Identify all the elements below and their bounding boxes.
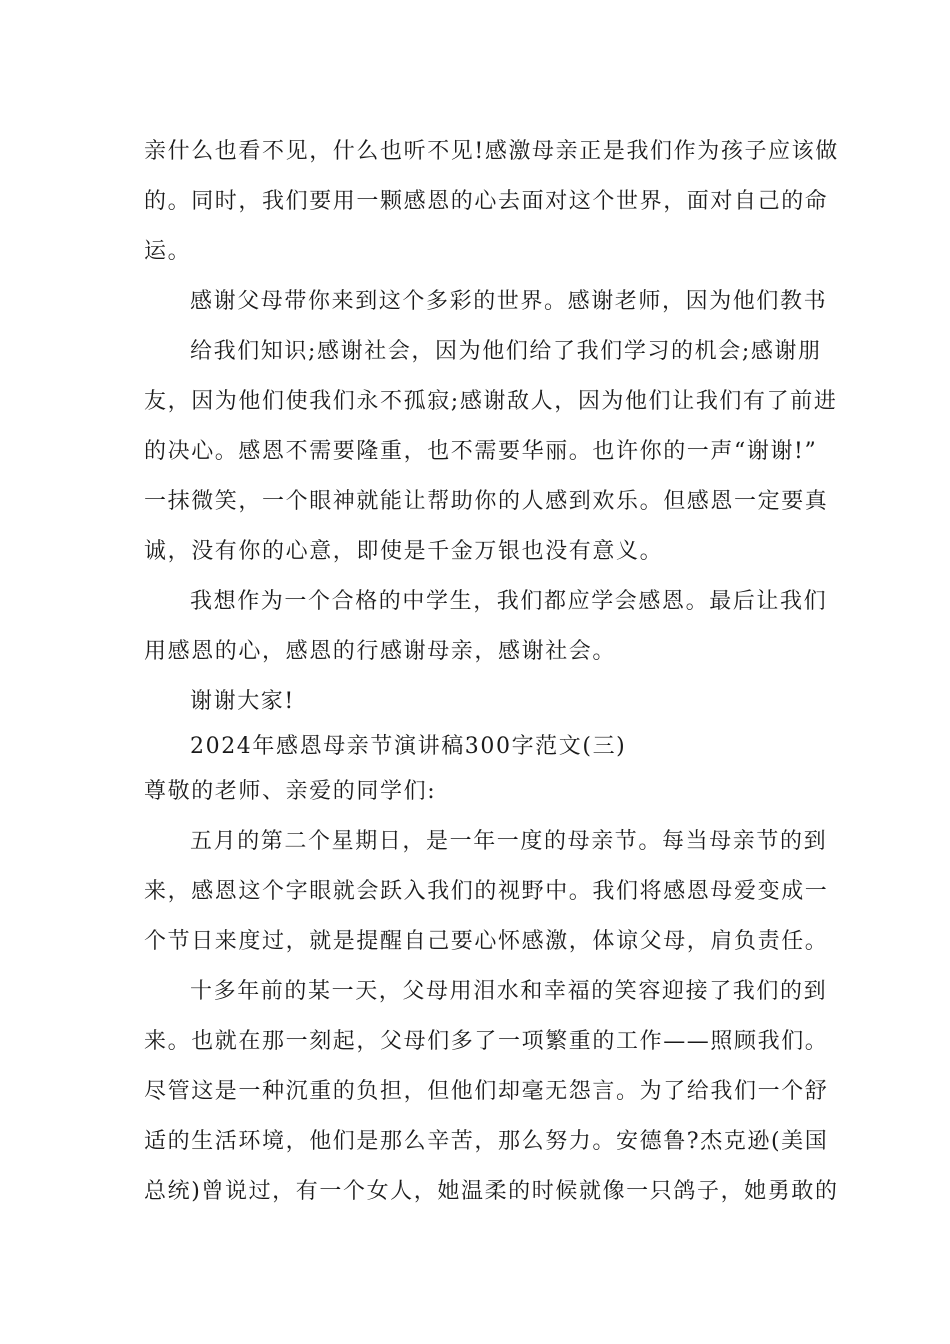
text-line: 来。也就在那一刻起，父母们多了一项繁重的工作——照顾我们。: [144, 1029, 829, 1054]
text-line: 来，感恩这个字眼就会跃入我们的视野中。我们将感恩母爱变成一: [144, 879, 829, 904]
text-line: 一抹微笑，一个眼神就能让帮助你的人感到欢乐。但感恩一定要真: [144, 489, 829, 514]
text-line: 总统)曾说过，有一个女人，她温柔的时候就像一只鸽子，她勇敢的: [144, 1179, 839, 1204]
text-line: 适的生活环境，他们是那么辛苦，那么努力。安德鲁?杰克逊(美国: [144, 1129, 829, 1154]
text-line: 的决心。感恩不需要隆重，也不需要华丽。也许你的一声“谢谢!”: [144, 439, 818, 464]
text-line: 谢谢大家!: [190, 689, 295, 714]
text-line: 给我们知识;感谢社会，因为他们给了我们学习的机会;感谢朋: [190, 339, 822, 364]
text-line: 亲什么也看不见，什么也听不见!感激母亲正是我们作为孩子应该做: [144, 139, 839, 164]
section-heading: 2024年感恩母亲节演讲稿300字范文(三): [190, 734, 627, 759]
text-line: 尽管这是一种沉重的负担，但他们却毫无怨言。为了给我们一个舒: [144, 1079, 829, 1104]
text-line: 个节日来度过，就是提醒自己要心怀感激，体谅父母，肩负责任。: [144, 929, 829, 954]
text-line: 我想作为一个合格的中学生，我们都应学会感恩。最后让我们: [190, 589, 828, 614]
salutation: 尊敬的老师、亲爱的同学们:: [144, 779, 437, 804]
text-line: 诚，没有你的心意，即使是千金万银也没有意义。: [144, 539, 664, 564]
text-line: 的。同时，我们要用一颗感恩的心去面对这个世界，面对自己的命: [144, 189, 829, 214]
text-line: 用感恩的心，感恩的行感谢母亲，感谢社会。: [144, 639, 617, 664]
text-line: 五月的第二个星期日，是一年一度的母亲节。每当母亲节的到: [190, 829, 828, 854]
text-line: 运。: [144, 239, 192, 264]
document-body: [144, 127, 839, 1217]
text-line: 感谢父母带你来到这个多彩的世界。感谢老师，因为他们教书: [190, 289, 828, 314]
text-line: 友，因为他们使我们永不孤寂;感谢敌人，因为他们让我们有了前进: [144, 389, 838, 414]
text-line: 十多年前的某一天，父母用泪水和幸福的笑容迎接了我们的到: [190, 979, 828, 1004]
